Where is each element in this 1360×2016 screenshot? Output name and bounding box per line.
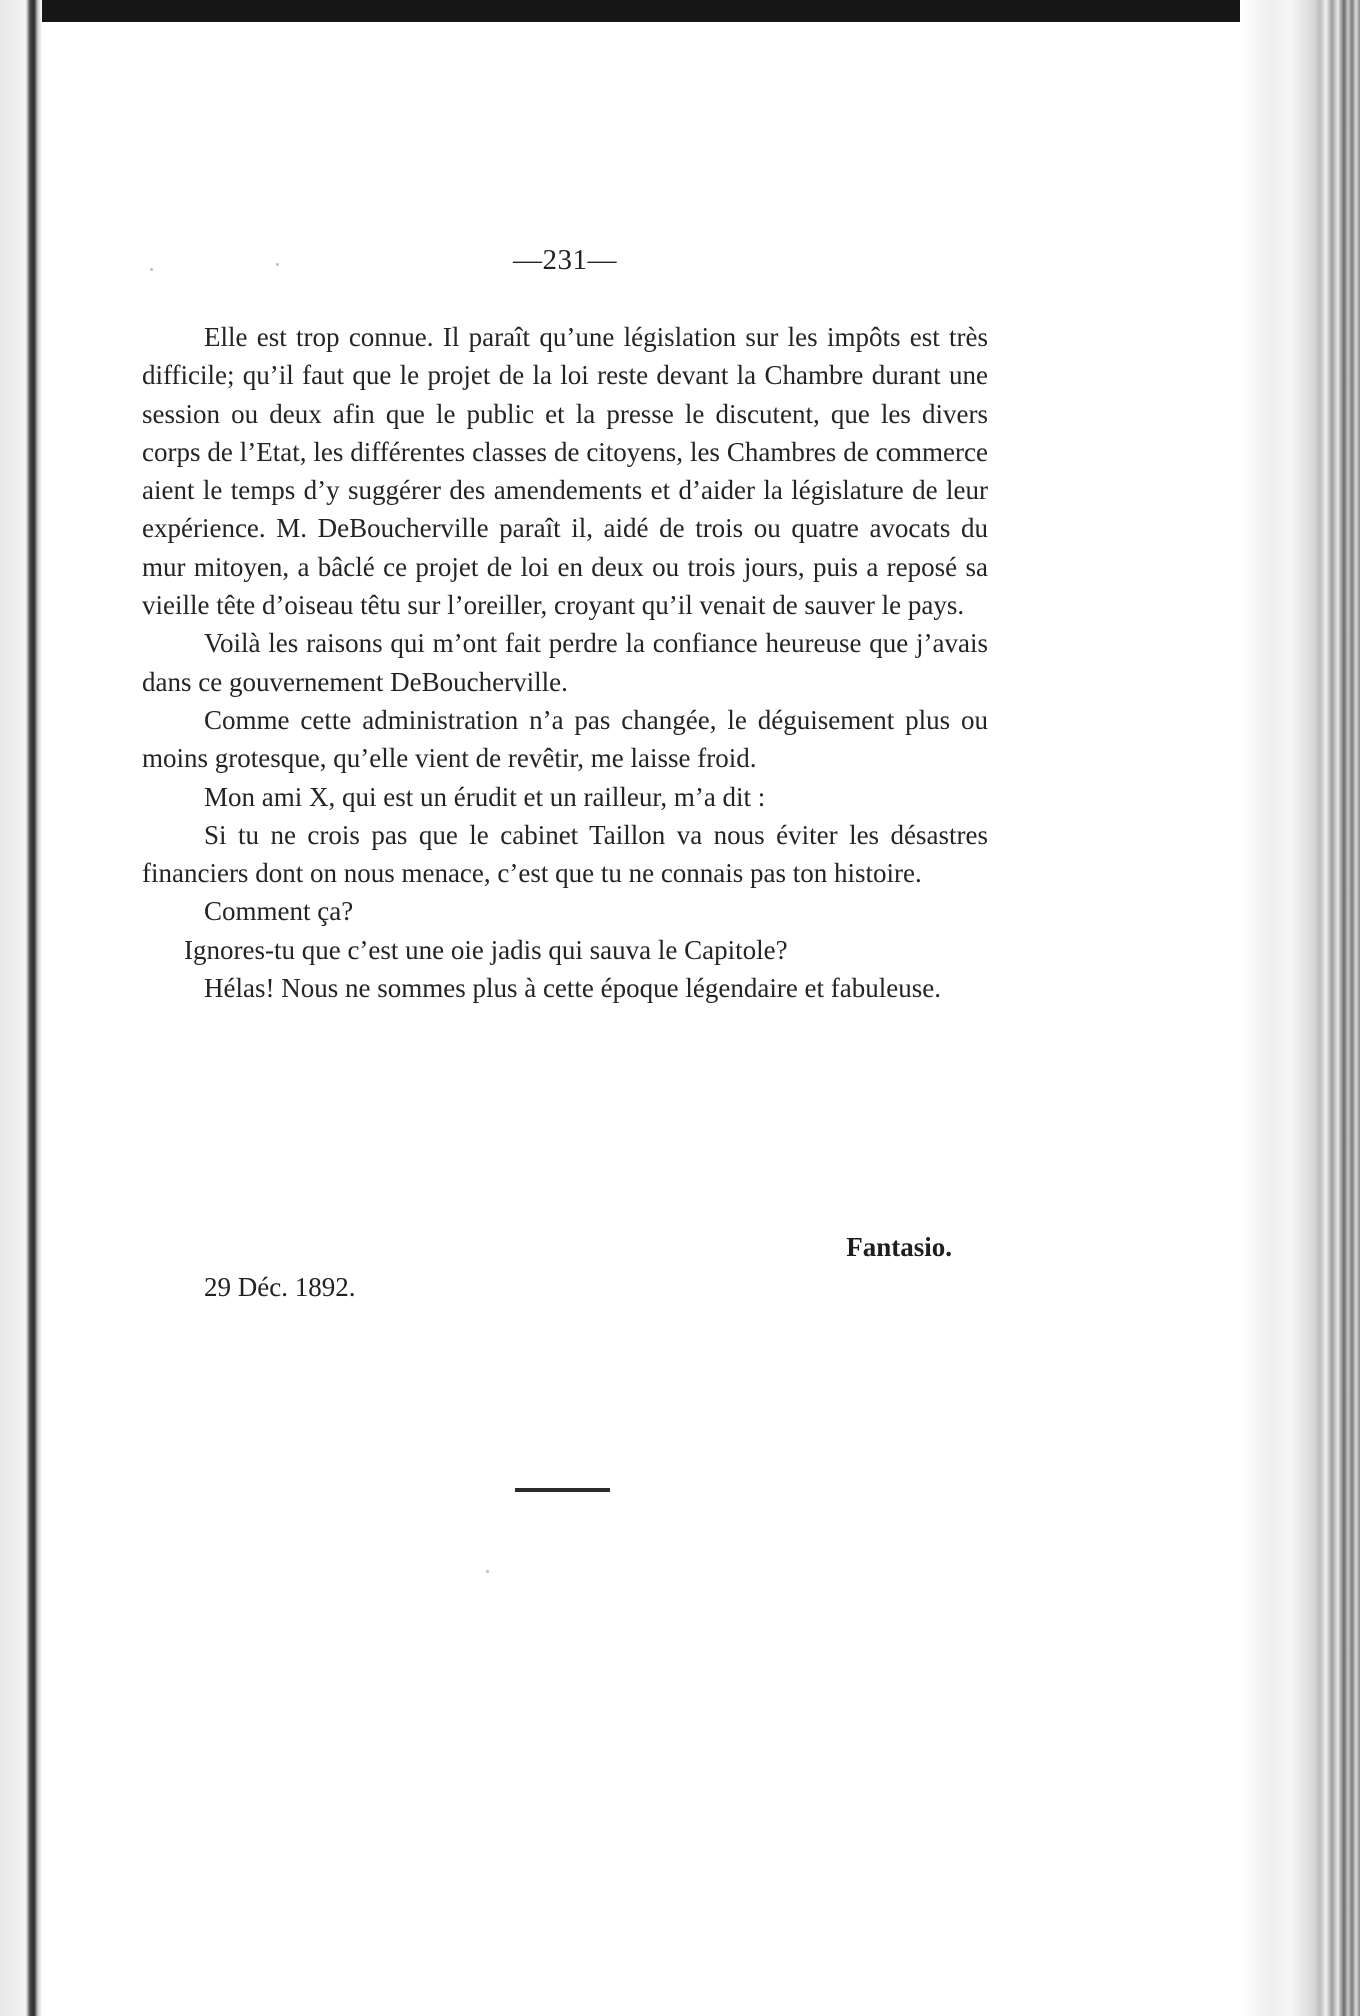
scan-speck [486,1570,489,1573]
book-gutter-left [0,0,42,2016]
section-divider [515,1488,610,1492]
paragraph: Voilà les raisons qui m’ont fait perdre la confiance heureuse que j’avais dans ce gouvernement DeBoucherville. [142,628,988,697]
paragraph: Si tu ne crois pas que le cabinet Taillon va nous éviter les désastres financiers dont on nous menace, c’est que tu ne connais pas ton histoire. [142,819,988,889]
scan-top-border [0,0,1360,22]
article-date: 29 Déc. 1892. [204,1272,356,1302]
paragraph: Ignores-tu que c’est une oie jadis qui sauva le Capitole? [184,934,788,965]
paragraph: Comme cette administration n’a pas changée, le déguisement plus ou moins grotesque, qu’elle vient de revêtir, me laisse froid. [142,704,988,774]
paragraph: Comment ça? [204,896,354,927]
page-number: —231— [513,244,617,276]
paragraph: Mon ami X, qui est un érudit et un railleur, m’a dit : [204,781,766,812]
article-body [142,318,988,1007]
paragraph: Hélas! Nous ne sommes plus à cette époque légendaire et fabuleuse. [204,973,941,1004]
paragraph: Elle est trop connue. Il paraît qu’une législation sur les impôts est très difficile; qu’il faut que le projet de la loi reste devant la Chambre durant une session ou deux afin que le public et la presse le discutent, que les divers corps de l’Etat, les différentes classes de citoyens, les Chambres de commerce aient le temps d’y suggérer des amendements et d’aider la législature de leur expérience. M. DeBoucherville paraît il, aidé de trois ou quatre avocats du mur mitoyen, a bâclé ce projet de loi en deux ou trois jours, puis a reposé sa vieille tête d’oiseau têtu sur l’oreiller, croyant qu’il venait de sauver le pays. [142,322,988,621]
author-signature: Fantasio. [846,1232,952,1262]
book-page-edges-right [1240,0,1360,2016]
